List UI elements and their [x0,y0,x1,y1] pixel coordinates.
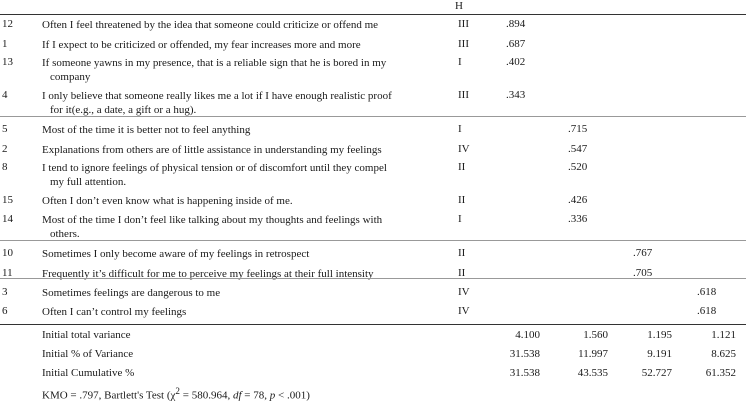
item-number: 6 [2,305,8,317]
item-number: 1 [2,38,8,50]
loading-c1: .894 [506,18,526,30]
summary-value: 1.560 [583,329,608,341]
item-text-line: Often I feel threatened by the idea that someone could criticize or offend me [42,19,379,31]
item-text-line: Sometimes feelings are dangerous to me [42,287,221,299]
factor-label: III [458,18,469,30]
summary-value: 9.191 [647,348,672,360]
item-number: 5 [2,123,8,135]
summary-label: Initial total variance [42,329,131,341]
item-text-line: I tend to ignore feelings of physical tension or of discomfort until they compel [42,162,387,174]
kmo-df-label: df [232,389,242,402]
summary-value: 8.625 [711,348,736,360]
item-number: 8 [2,161,8,173]
loading-c2: .336 [568,213,588,225]
item-text [42,143,442,157]
factor-label: IV [458,143,470,155]
loading-c3: .767 [633,247,653,259]
kmo-note [42,386,310,402]
item-text-line: company [50,71,91,83]
item-text-line: Most of the time it is better not to feel anything [42,124,251,136]
summary-value: 11.997 [578,348,608,360]
item-number: 3 [2,286,8,298]
summary-value: 1.195 [647,329,672,341]
factor-label: II [458,161,466,173]
summary-value: 1.121 [711,329,736,341]
factor-label: III [458,38,469,50]
kmo-chi: = 580.964, [179,389,233,402]
item-number: 15 [2,194,13,206]
item-number: 12 [2,18,13,30]
item-text [42,56,442,84]
item-text-line: Most of the time I don’t feel like talking about my thoughts and feelings with [42,214,383,226]
loading-c2: .426 [568,194,588,206]
loading-c2: .520 [568,161,588,173]
loading-c2: .715 [568,123,588,135]
item-text [42,286,442,300]
row-separator [0,240,746,241]
item-number: 4 [2,89,8,101]
summary-separator [0,324,746,325]
factor-label: III [458,89,469,101]
item-text-line: Explanations from others are of little assistance in understanding my feelings [42,144,382,156]
loading-c1: .402 [506,56,526,68]
item-number: 2 [2,143,8,155]
loading-c4: .618 [697,286,717,298]
loading-c1: .343 [506,89,526,101]
item-text-line: I only believe that someone really likes me a lot if I have enough realistic proof [42,90,392,102]
item-number: 11 [2,267,13,279]
item-text [42,18,442,32]
item-text-line: my full attention. [50,176,127,188]
summary-value: 31.538 [509,348,540,360]
factor-label: II [458,267,466,279]
item-text [42,38,442,52]
item-number: 13 [2,56,13,68]
table-header [0,0,746,15]
item-number: 14 [2,213,13,225]
item-number: 10 [2,247,13,259]
kmo-df-value: = 78, [241,389,270,402]
summary-value: 4.100 [515,329,540,341]
summary-value: 52.727 [641,367,672,379]
item-text [42,194,442,208]
header-label: H [455,0,463,12]
kmo-p-value: < .001) [275,389,310,402]
row-separator [0,278,746,279]
factor-label: I [458,56,462,68]
loading-c4: .618 [697,305,717,317]
item-text-line: If I expect to be criticized or offended, my fear increases more and more [42,39,361,51]
summary-label: Initial Cumulative % [42,367,135,379]
row-separator [0,116,746,117]
factor-label: I [458,213,462,225]
item-text-line: for it(e.g., a date, a gift or a hug). [50,104,197,116]
loading-c1: .687 [506,38,526,50]
factor-label: II [458,194,466,206]
item-text [42,89,442,117]
item-text [42,247,442,261]
item-text-line: Often I don’t even know what is happening inside of me. [42,195,293,207]
factor-label: I [458,123,462,135]
factor-label: IV [458,305,470,317]
item-text [42,123,442,137]
loading-c2: .547 [568,143,588,155]
item-text-line: Sometimes I only become aware of my feelings in retrospect [42,248,310,260]
factor-label: IV [458,286,470,298]
summary-value: 43.535 [577,367,608,379]
summary-value: 31.538 [509,367,540,379]
item-text [42,305,442,319]
item-text-line: Frequently it’s difficult for me to perceive my feelings at their full intensity [42,268,374,280]
factor-label: II [458,247,466,259]
chi-square-sup: 2 [175,386,180,396]
item-text [42,161,442,189]
item-text-line: others. [50,228,80,240]
summary-label: Initial % of Variance [42,348,134,360]
item-text [42,213,442,241]
item-text-line: Often I can’t control my feelings [42,306,187,318]
summary-value: 61.352 [705,367,736,379]
kmo-p-label: p [269,389,276,402]
item-text-line: If someone yawns in my presence, that is a reliable sign that he is bored in my [42,57,387,69]
kmo-prefix: KMO = .797, Bartlett's Test (χ [42,389,176,402]
loading-c3: .705 [633,267,653,279]
